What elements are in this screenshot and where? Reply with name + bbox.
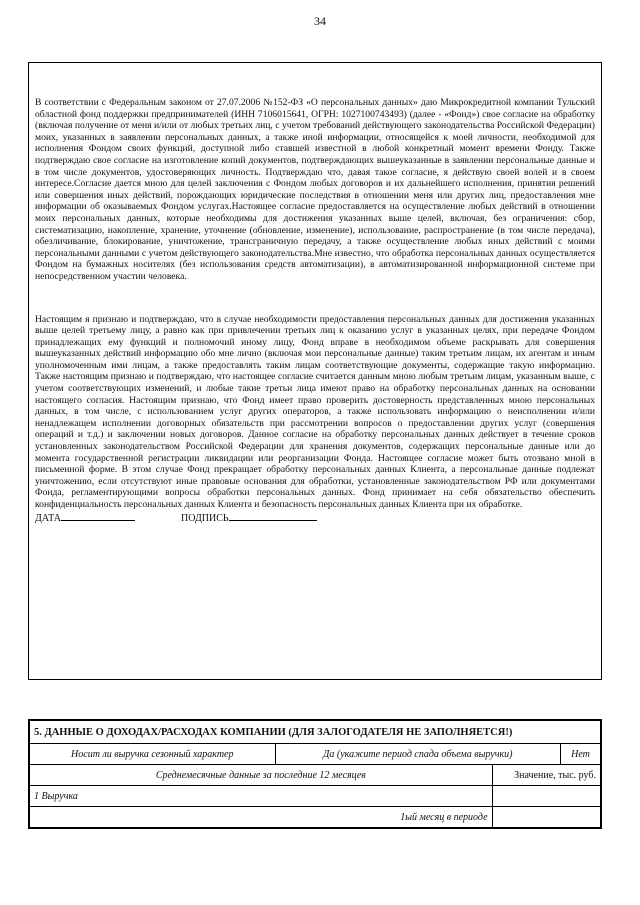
date-label: ДАТА	[35, 512, 61, 524]
income-section	[28, 719, 602, 829]
first-month-label: 1ый месяц в периоде	[30, 807, 493, 828]
consent-paragraph-1: В соответствии с Федеральным законом от 27.07.2006 №152-ФЗ «О персональных данных» даю Микрокредитной компании Тульский областной фонд поддержки предпринимателей (ИНН 7106015641, ОГРН: 1027100743493) (далее - «Фонд») свое согласие на обработку (включая получение от меня и/или от любых третьих лиц, с учетом требований действующего законодательства Российской Федерации) моих, указанных в заявлении персональных данных, а также иной информации, относящейся к моей личности, необходимой для исполнения Фондом своих функций, доступной либо ставшей известной в любой конкретный момент времени Фонду. Также подтверждаю свое согласие на изготовление копий документов, подтверждающих вышеуказанные в заявлении персональные данные и в том числе документов, удостоверяющих личность. Подтверждаю что, давая такое согласие, я действую своей волей и в своем интересе.Согласие дается мною для целей заключения с Фондом любых договоров и их дальнейшего исполнения, принятия решений или совершения иных действий, порождающих юридические последствия в отношении меня или других лиц, предоставления мне информации об оказываемых Фондом услугах.Настоящее согласие предоставляется на осуществление любых действий в отношении моих персональных данных, которые необходимы для достижения указанных выше целей, включая, без ограничения: сбор, систематизацию, накопление, хранение, уточнение (обновление, изменение), использование, распространение (в том числе передача), обезличивание, блокирование, уничтожение, трансграничную передачу, а также осуществление любых иных действий с моими персональными данными с учетом действующего законодательства.Мне известно, что обработка персональных данных осуществляется Фондом на бумажных носителях (без использования средств автоматизации), в автоматизированной информационной системе при непосредственном участии человека.	[35, 97, 595, 282]
revenue-value-cell[interactable]	[492, 786, 600, 807]
value-header: Значение, тыс. руб.	[492, 765, 600, 786]
signature-line	[35, 511, 595, 525]
consent-box	[28, 62, 602, 680]
seasonal-yes-option[interactable]: Да (укажите период спада объема выручки)	[275, 744, 561, 765]
avg-monthly-header: Среднемесячные данные за последние 12 месяцев	[30, 765, 493, 786]
date-field[interactable]	[61, 511, 135, 521]
income-table	[29, 720, 601, 828]
revenue-row-label: 1 Выручка	[30, 786, 493, 807]
first-month-value-cell[interactable]	[492, 807, 600, 828]
consent-paragraph-2: Настоящим я признаю и подтверждаю, что в случае необходимости предоставления персональных данных для достижения указанных выше целей третьему лицу, а равно как при привлечении третьих лиц к оказанию услуг в указанных целях, при передаче Фондом принадлежащих ему функций и полномочий иному лицу, Фонд вправе в необходимом объеме раскрывать для совершения вышеуказанных действий информацию обо мне лично (включая мои персональные данные) таким третьим лицам, их агентам и иным уполномоченным ими лицам, а также предоставлять таким лицам соответствующие документы, содержащие такую информацию. Также настоящим признаю и подтверждаю, что настоящее согласие считается данным мною любым третьим лицам, указанным выше, с учетом соответствующих изменений, и любые такие третьи лица имеют право на обработку персональных данных на основании настоящего согласия. Настоящим признаю, что Фонд имеет право проверить достоверность представленных мною персональных данных, в том числе, с использованием услуг других операторов, а также использовать информацию о неисполнении и/или ненадлежащем исполнении договорных обязательств при рассмотрении вопросов о предоставлении других услуг (совершения операций и т.д.) и заключении новых договоров. Данное согласие на обработку персональных данных действует в течение сроков установленных законодательством Российской Федерации для хранения документов, содержащих персональные данные или до момента государственной регистрации ликвидации или реорганизации Фонда. Настоящее согласие может быть отозвано мной в письменной форме. В этом случае Фонд прекращает обработку персональных данных Клиента, а персональные данные подлежат уничтожению, если отсутствуют иные правовые основания для обработки, установленные законодательством РФ или документами Фонда, регламентирующими вопросы обработки персональных данных. Фонд принимает на себя обязательство обеспечить конфиденциальность персональных данных Клиента и безопасность персональных данных Клиента при их обработке.	[35, 313, 595, 510]
section-title: 5. ДАННЫЕ О ДОХОДАХ/РАСХОДАХ КОМПАНИИ (ДЛЯ ЗАЛОГОДАТЕЛЯ НЕ ЗАПОЛНЯЕТСЯ!)	[30, 721, 601, 744]
signature-label: ПОДПИСЬ	[181, 512, 229, 524]
signature-field[interactable]	[229, 511, 317, 521]
seasonal-question: Носит ли выручка сезонный характер	[30, 744, 276, 765]
seasonal-no-option[interactable]: Нет	[561, 744, 601, 765]
page-number: 34	[314, 14, 326, 28]
